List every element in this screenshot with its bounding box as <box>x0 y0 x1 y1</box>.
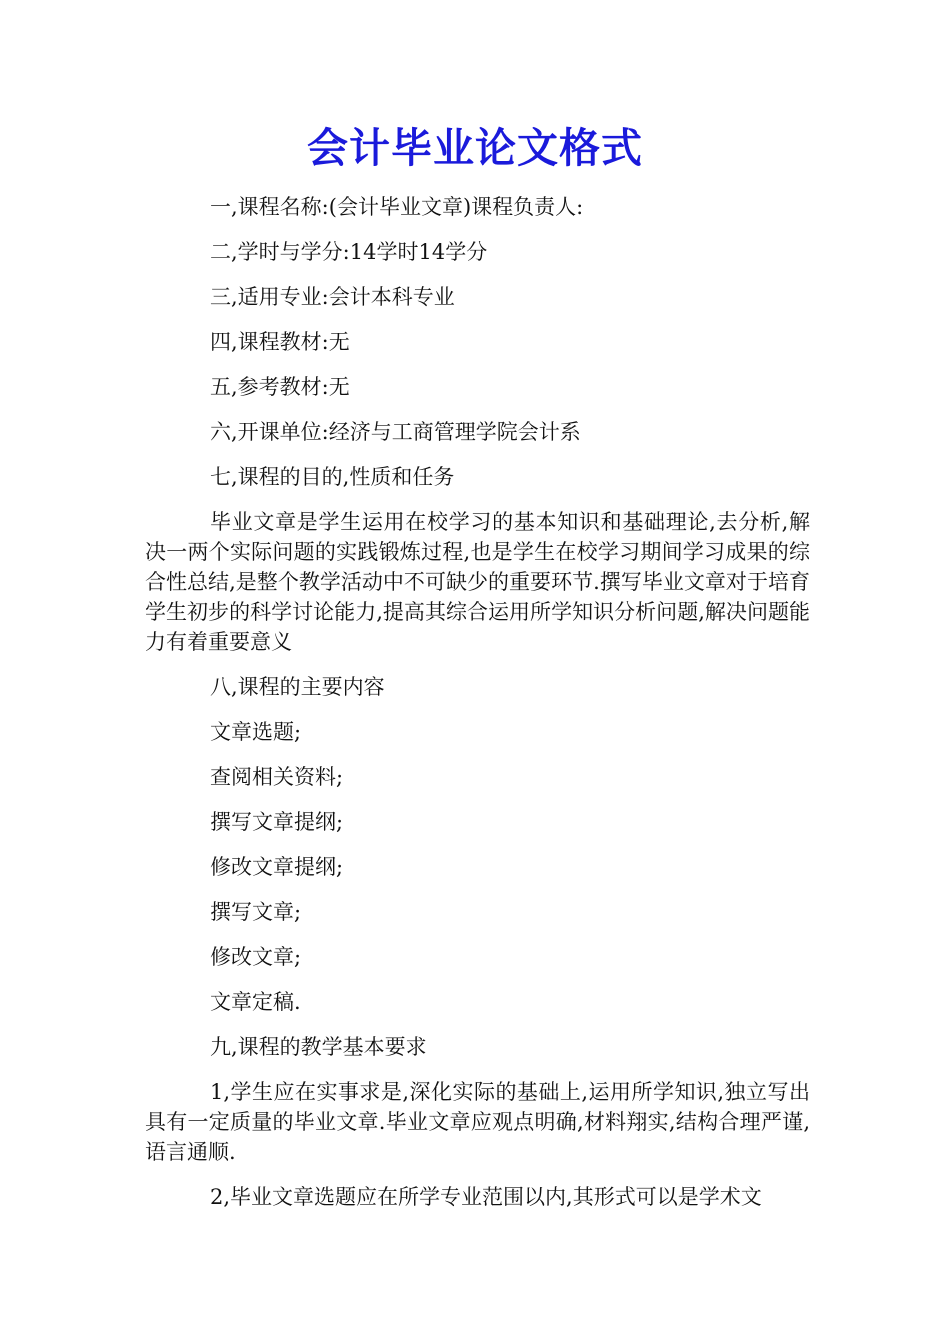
content-item-write: 撰写文章; <box>210 900 302 924</box>
content-item-topic: 文章选题; <box>210 720 302 744</box>
content-item-revise: 修改文章; <box>210 945 302 969</box>
section9-heading: 九,课程的教学基本要求 <box>210 1035 427 1059</box>
requirement-1-paragraph: 1,学生应在实事求是,深化实际的基础上,运用所学知识,独立写出具有一定质量的毕业文章.毕业文章应观点明确,材料翔实,结构合理严谨,语言通顺. <box>145 1080 810 1164</box>
content-item-finalize: 文章定稿. <box>210 990 301 1014</box>
section8-heading: 八,课程的主要内容 <box>210 675 385 699</box>
section7-heading: 七,课程的目的,性质和任务 <box>210 465 455 489</box>
document-title: 会计毕业论文格式 <box>307 124 643 172</box>
purpose-paragraph: 毕业文章是学生运用在校学习的基本知识和基础理论,去分析,解决一两个实际问题的实践锻炼过程,也是学生在校学习期间学习成果的综合性总结,是整个教学活动中不可缺少的重要环节.撰写毕业文章对于培育学生初步的科学讨论能力,提高其综合运用所学知识分析问题,解决问题能力有着重要意义 <box>145 510 810 654</box>
info-course-name: 一,课程名称:(会计毕业文章)课程负责人: <box>210 195 584 219</box>
content-item-research: 查阅相关资料; <box>210 765 344 789</box>
content-item-revise-outline: 修改文章提纲; <box>210 855 344 879</box>
info-textbook: 四,课程教材:无 <box>210 330 350 354</box>
document-body <box>145 192 810 1227</box>
info-department: 六,开课单位:经济与工商管理学院会计系 <box>210 420 581 444</box>
info-reference: 五,参考教材:无 <box>210 375 350 399</box>
info-hours-credits: 二,学时与学分:14学时14学分 <box>210 240 488 264</box>
content-item-outline: 撰写文章提纲; <box>210 810 344 834</box>
info-major: 三,适用专业:会计本科专业 <box>210 285 455 309</box>
requirement-2-paragraph: 2,毕业文章选题应在所学专业范围以内,其形式可以是学术文 <box>210 1185 762 1209</box>
